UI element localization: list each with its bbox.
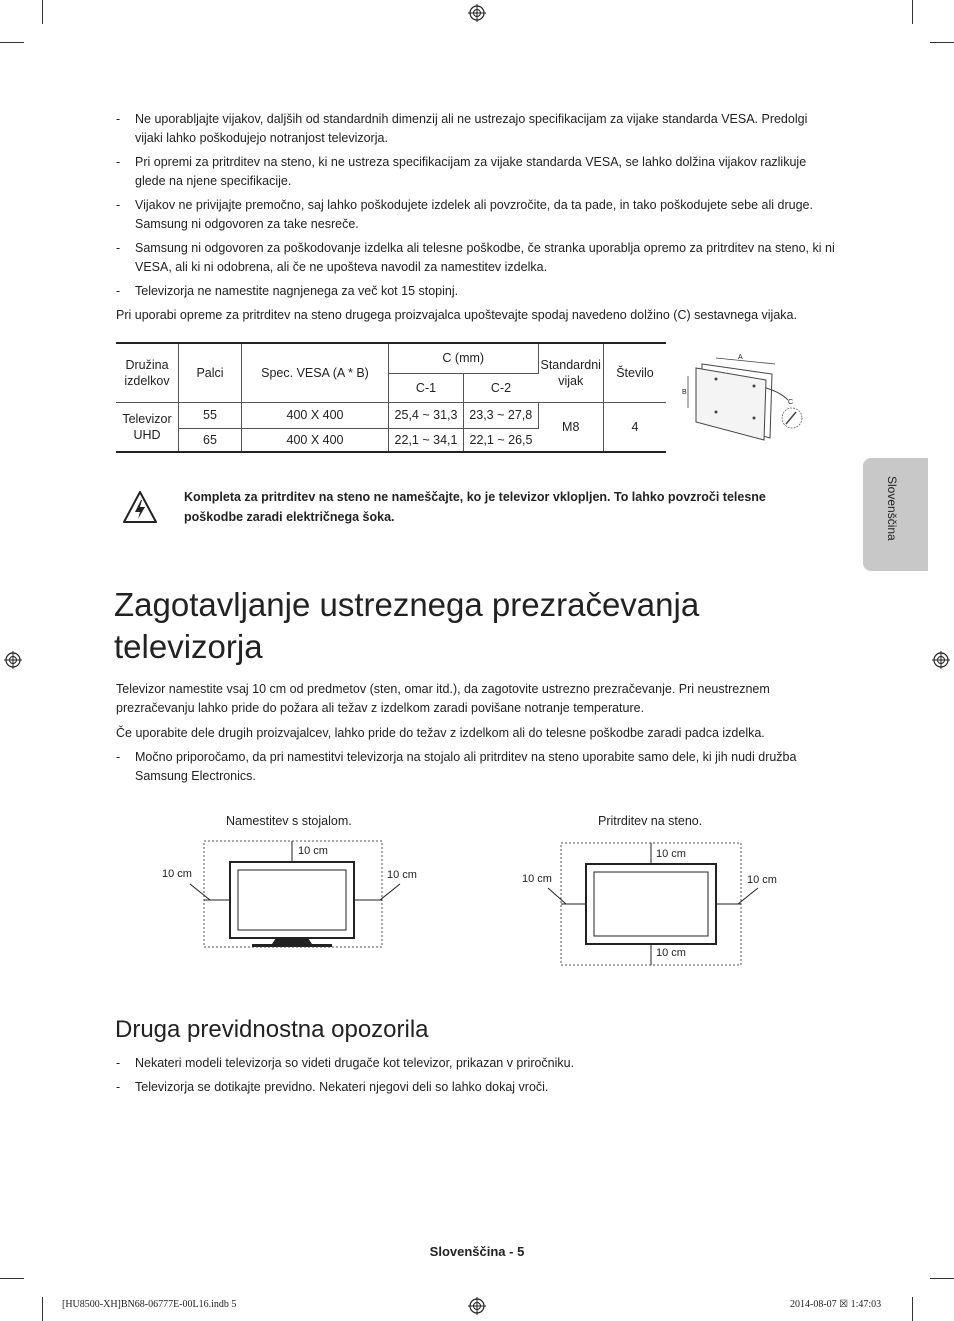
stand-installation-diagram	[160, 838, 430, 956]
print-slug-left: [HU8500-XH]BN68-06777E-00L16.indb 5	[62, 1299, 237, 1310]
cell-c1: 25,4 ~ 31,3	[389, 402, 464, 428]
stand-top-clearance: 10 cm	[298, 845, 328, 857]
header-screw: Standardni vijak	[538, 343, 603, 402]
crop-mark	[930, 1278, 954, 1279]
electric-shock-warning-icon	[122, 490, 158, 524]
list-item: - Televizorja ne namestite nagnjenega za več kot 15 stopinj.	[116, 284, 459, 298]
mounting-notes-list	[116, 110, 838, 306]
header-vesa: Spec. VESA (A * B)	[242, 343, 389, 402]
header-family: Družina izdelkov	[116, 343, 179, 402]
wall-diagram-title: Pritrditev na steno.	[598, 814, 703, 828]
cell-vesa: 400 X 400	[242, 402, 389, 428]
wall-left-clearance: 10 cm	[522, 873, 552, 885]
cell-c2: 22,1 ~ 26,5	[464, 428, 539, 452]
cell-screw: M8	[538, 402, 603, 452]
ventilation-paragraph: Če uporabite dele drugih proizvajalcev, lahko pride do težav z izdelkom ali do telesne poškodbe zaradi padca izdelka.	[116, 726, 765, 740]
table-intro: Pri uporabi opreme za pritrditev na steno drugega proizvajalca upoštevajte spodaj navedeno dolžino (C) sestavnega vijaka.	[116, 308, 797, 322]
header-qty: Število	[603, 343, 666, 402]
list-item: - Samsung ni odgovoren za poškodovanje izdelka ali telesne poškodbe, če stranka uporablja opremo za pritrditev na steno, ki ni VESA, ali ki ni odobrena, ali če ne upošteva navodil za namestitev izdelka.	[116, 241, 835, 274]
stand-right-clearance: 10 cm	[387, 869, 417, 881]
cell-family: Televizor UHD	[116, 402, 179, 452]
page-title: Zagotavljanje ustreznega prezračevanja televizorja	[114, 586, 700, 665]
label-b: B	[682, 389, 687, 396]
cell-inches: 55	[179, 402, 242, 428]
wall-right-clearance: 10 cm	[747, 874, 777, 886]
other-warnings-list	[116, 1054, 838, 1102]
warning-text: Kompleta za pritrditev na steno ne nameščajte, ko je televizor vklopljen. To lahko povzroči telesne poškodbe zaradi električnega šoka.	[184, 490, 766, 524]
wall-top-clearance: 10 cm	[656, 848, 686, 860]
list-item: - Pri opremi za pritrditev na steno, ki ne ustreza specifikacijam za vijake standarda VESA, se lahko dolžina vijakov razlikuje glede na njene specifikacije.	[116, 155, 807, 188]
language-side-tab: Slovenščina	[863, 458, 928, 571]
print-slug-right: 2014-08-07 ☒ 1:47:03	[790, 1299, 882, 1310]
header-c1: C-1	[389, 373, 464, 402]
registration-mark-icon	[468, 4, 486, 22]
wall-bottom-clearance: 10 cm	[656, 947, 686, 959]
cell-qty: 4	[603, 402, 666, 452]
stand-left-clearance: 10 cm	[162, 868, 192, 880]
registration-mark-icon	[932, 651, 950, 669]
ventilation-notes-list	[116, 748, 838, 791]
crop-mark	[0, 42, 24, 43]
cell-c2: 23,3 ~ 27,8	[464, 402, 539, 428]
list-item: - Televizorja se dotikajte previdno. Nekateri njegovi deli so lahko dokaj vroči.	[116, 1080, 549, 1094]
ventilation-paragraph: Televizor namestite vsaj 10 cm od predmetov (sten, omar itd.), da zagotovite ustrezno prezračevanje. Pri neustreznem prezračevanju lahko pride do požara ali težav z izdelkom zaradi povišane notranje temperature.	[116, 682, 770, 715]
registration-mark-icon	[468, 1297, 486, 1315]
vesa-spec-table	[116, 342, 666, 453]
wall-installation-diagram	[520, 840, 790, 968]
crop-mark	[930, 42, 954, 43]
list-item: - Ne uporabljajte vijakov, daljših od standardnih dimenzij ali ne ustrezajo specifikacijam za vijake standarda VESA. Predolgi vijaki lahko poškodujejo notranjost televizorja.	[116, 112, 808, 145]
crop-mark	[0, 1278, 24, 1279]
crop-mark	[912, 0, 913, 24]
cell-c1: 22,1 ~ 34,1	[389, 428, 464, 452]
crop-mark	[912, 1297, 913, 1321]
table-row	[116, 402, 666, 428]
list-item: - Močno priporočamo, da pri namestitvi televizorja na stojalo ali pritrditev na steno uporabite samo dele, ki jih nudi družba Samsung Electronics.	[116, 750, 797, 783]
list-item: - Vijakov ne privijajte premočno, saj lahko poškodujete izdelek ali povzročite, da ta pade, in tako poškodujete sebe ali druge. Samsung ni odgovoren za take nesreče.	[116, 198, 813, 231]
stand-diagram-title: Namestitev s stojalom.	[226, 814, 352, 828]
wall-mount-diagram	[680, 346, 810, 441]
list-item: - Nekateri modeli televizorja so videti drugače kot televizor, prikazan v priročniku.	[116, 1056, 575, 1070]
label-c: C	[788, 399, 794, 406]
crop-mark	[42, 0, 43, 24]
label-a: A	[738, 354, 743, 361]
header-c: C (mm)	[389, 343, 539, 373]
cell-inches: 65	[179, 428, 242, 452]
crop-mark	[42, 1297, 43, 1321]
page-number: Slovenščina - 5	[429, 1244, 525, 1259]
registration-mark-icon	[4, 651, 22, 669]
header-inches: Palci	[179, 343, 242, 402]
header-c2: C-2	[464, 373, 539, 402]
cell-vesa: 400 X 400	[242, 428, 389, 452]
subsection-title: Druga previdnostna opozorila	[115, 1016, 429, 1043]
